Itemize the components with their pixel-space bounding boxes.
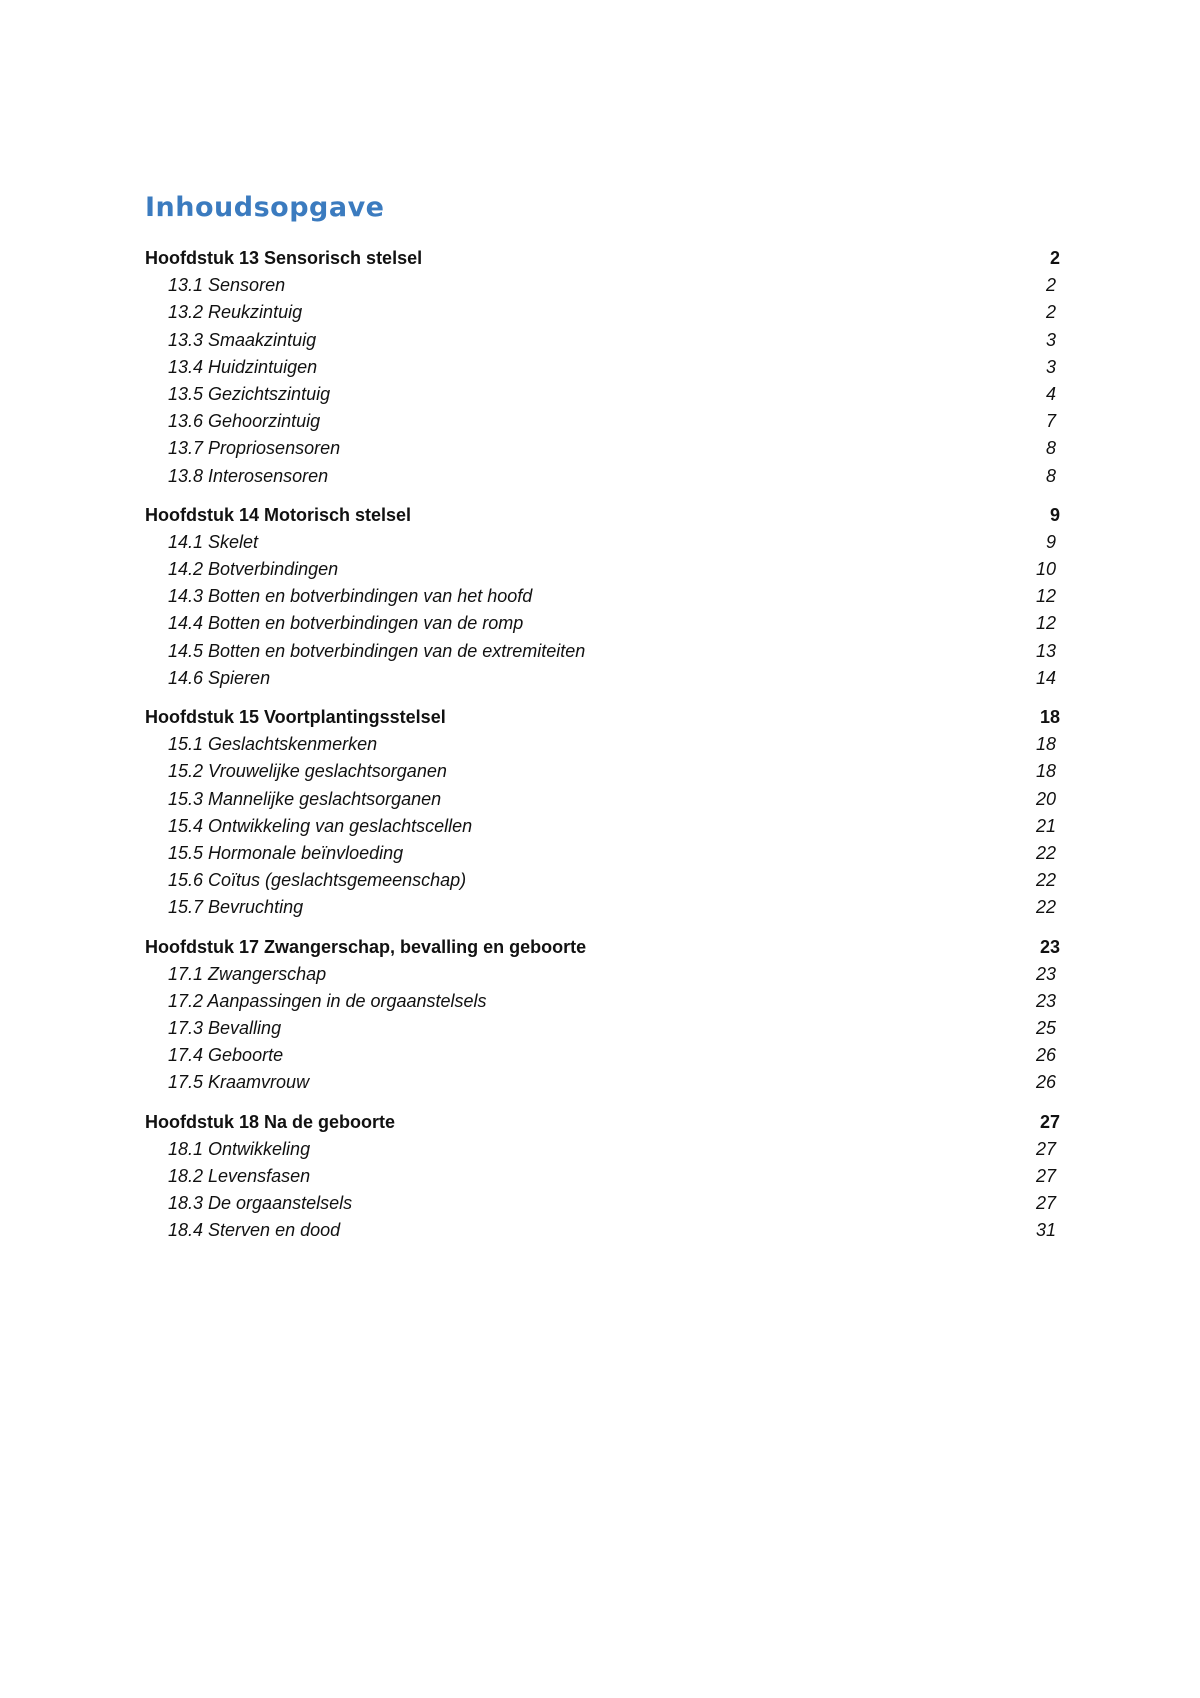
toc-section-entry[interactable] xyxy=(145,1163,1060,1190)
toc-section-label: 18.4 Sterven en dood xyxy=(168,1220,341,1241)
toc-section-label: 15.7 Bevruchting xyxy=(168,897,304,918)
toc-chapter xyxy=(145,934,1060,1097)
toc-section-label: 18.2 Levensfasen xyxy=(168,1166,311,1186)
toc-section-label: 18.3 De orgaanstelsels xyxy=(168,1193,353,1214)
toc-section-entry[interactable] xyxy=(145,1190,1060,1217)
toc-section-entry[interactable] xyxy=(145,665,1060,692)
table-of-contents xyxy=(145,245,1060,1257)
toc-section-page-number: 26 xyxy=(1035,1045,1056,1066)
toc-section-entry[interactable] xyxy=(145,840,1060,867)
toc-section-entry[interactable] xyxy=(145,583,1060,610)
toc-section-label: 15.2 Vrouwelijke geslachtsorganen xyxy=(168,761,447,782)
toc-section-entry[interactable] xyxy=(145,1136,1060,1163)
toc-section-page-number: 23 xyxy=(1035,963,1056,984)
toc-section-label: 18.1 Ontwikkeling xyxy=(168,1138,311,1159)
toc-section-label: 14.6 Spieren xyxy=(168,667,271,688)
toc-section-entry[interactable] xyxy=(145,354,1060,381)
toc-section-label: 14.2 Botverbindingen xyxy=(168,559,339,580)
toc-section-entry[interactable] xyxy=(145,638,1060,665)
toc-chapter-label: Hoofdstuk 13 Sensorisch stelsel xyxy=(145,248,423,268)
toc-section-label: 15.5 Hormonale beïnvloeding xyxy=(168,842,404,863)
toc-section-page-number: 22 xyxy=(1035,842,1056,863)
toc-section-entry[interactable] xyxy=(145,867,1060,894)
toc-section-entry[interactable] xyxy=(145,408,1060,435)
toc-section-label: 17.2 Aanpassingen in de orgaanstelsels xyxy=(168,990,487,1011)
toc-section-page-number: 10 xyxy=(1035,559,1056,580)
toc-section-page-number: 12 xyxy=(1035,586,1056,607)
toc-section-page-number: 18 xyxy=(1035,734,1056,755)
toc-section-label: 17.4 Geboorte xyxy=(168,1045,284,1066)
toc-section-page-number: 31 xyxy=(1035,1220,1056,1241)
toc-section-entry[interactable] xyxy=(145,272,1060,299)
toc-section-entry[interactable] xyxy=(145,961,1060,988)
toc-title: Inhoudsopgave xyxy=(145,192,385,223)
toc-section-page-number: 21 xyxy=(1035,815,1056,836)
toc-section-entry[interactable] xyxy=(145,463,1060,490)
toc-chapter xyxy=(145,704,1060,922)
toc-section-page-number: 3 xyxy=(1045,329,1056,350)
toc-section-label: 14.4 Botten en botverbindingen van de romp xyxy=(168,613,524,634)
toc-section-label: 13.5 Gezichtszintuig xyxy=(168,383,331,404)
toc-section-label: 15.1 Geslachtskenmerken xyxy=(168,734,378,755)
toc-section-page-number: 13 xyxy=(1035,640,1056,661)
toc-section-entry[interactable] xyxy=(145,1042,1060,1069)
toc-section-page-number: 23 xyxy=(1035,990,1056,1011)
toc-section-page-number: 8 xyxy=(1045,438,1056,459)
toc-section-entry[interactable] xyxy=(145,327,1060,354)
toc-section-entry[interactable] xyxy=(145,1217,1060,1244)
toc-section-label: 14.5 Botten en botverbindingen van de extremiteiten xyxy=(168,640,586,661)
toc-section-entry[interactable] xyxy=(145,556,1060,583)
toc-section-entry[interactable] xyxy=(145,786,1060,813)
toc-chapter-label: Hoofdstuk 17 Zwangerschap, bevalling en geboorte xyxy=(145,936,587,957)
toc-section-page-number: 14 xyxy=(1035,667,1056,688)
toc-section-label: 13.2 Reukzintuig xyxy=(168,302,303,323)
toc-section-entry[interactable] xyxy=(145,731,1060,758)
toc-section-page-number: 20 xyxy=(1035,788,1056,809)
toc-section-page-number: 8 xyxy=(1045,465,1056,486)
toc-section-label: 15.6 Coïtus (geslachtsgemeenschap) xyxy=(168,870,467,891)
toc-section-entry[interactable] xyxy=(145,610,1060,637)
toc-section-page-number: 27 xyxy=(1035,1138,1056,1159)
toc-chapter-page-number: 2 xyxy=(1049,248,1060,268)
toc-section-entry[interactable] xyxy=(145,988,1060,1015)
toc-section-entry[interactable] xyxy=(145,435,1060,462)
toc-section-label: 13.4 Huidzintuigen xyxy=(168,356,318,377)
toc-section-page-number: 2 xyxy=(1045,302,1056,323)
toc-section-entry[interactable] xyxy=(145,1015,1060,1042)
toc-section-label: 13.7 Propriosensoren xyxy=(168,438,341,459)
toc-chapter-label: Hoofdstuk 15 Voortplantingsstelsel xyxy=(145,707,446,727)
toc-chapter-entry[interactable] xyxy=(145,502,1060,529)
toc-section-page-number: 2 xyxy=(1045,275,1056,296)
toc-chapter-page-number: 18 xyxy=(1039,707,1060,727)
toc-section-label: 15.3 Mannelijke geslachtsorganen xyxy=(168,788,442,809)
toc-section-entry[interactable] xyxy=(145,758,1060,785)
toc-chapter-entry[interactable] xyxy=(145,934,1060,961)
toc-section-label: 17.1 Zwangerschap xyxy=(168,963,327,984)
toc-chapter-label: Hoofdstuk 18 Na de geboorte xyxy=(145,1111,396,1132)
toc-section-entry[interactable] xyxy=(145,381,1060,408)
toc-chapter-page-number: 23 xyxy=(1039,936,1060,957)
toc-section-entry[interactable] xyxy=(145,894,1060,921)
toc-chapter-label: Hoofdstuk 14 Motorisch stelsel xyxy=(145,504,412,525)
toc-section-page-number: 27 xyxy=(1035,1193,1056,1214)
toc-section-label: 17.3 Bevalling xyxy=(168,1018,282,1039)
toc-chapter-entry[interactable] xyxy=(145,1109,1060,1136)
toc-chapter xyxy=(145,1109,1060,1245)
toc-section-label: 15.4 Ontwikkeling van geslachtscellen xyxy=(168,815,473,836)
toc-section-page-number: 25 xyxy=(1035,1018,1056,1039)
toc-section-page-number: 22 xyxy=(1035,897,1056,918)
toc-chapter-page-number: 9 xyxy=(1049,504,1060,525)
toc-section-page-number: 12 xyxy=(1035,613,1056,634)
toc-section-label: 13.1 Sensoren xyxy=(168,275,286,296)
toc-section-page-number: 18 xyxy=(1035,761,1056,782)
toc-section-page-number: 7 xyxy=(1045,411,1056,432)
toc-chapter-entry[interactable] xyxy=(145,704,1060,731)
toc-section-entry[interactable] xyxy=(145,1069,1060,1096)
toc-section-page-number: 9 xyxy=(1045,531,1056,552)
toc-section-label: 17.5 Kraamvrouw xyxy=(168,1072,310,1093)
toc-chapter xyxy=(145,502,1060,692)
toc-chapter-entry[interactable] xyxy=(145,245,1060,272)
toc-section-page-number: 27 xyxy=(1035,1166,1056,1186)
toc-chapter xyxy=(145,245,1060,490)
toc-section-label: 13.6 Gehoorzintuig xyxy=(168,411,321,432)
toc-section-label: 13.3 Smaakzintuig xyxy=(168,329,317,350)
toc-section-page-number: 4 xyxy=(1045,383,1056,404)
toc-section-page-number: 26 xyxy=(1035,1072,1056,1093)
toc-section-entry[interactable] xyxy=(145,529,1060,556)
toc-section-label: 13.8 Interosensoren xyxy=(168,465,329,486)
toc-section-page-number: 22 xyxy=(1035,870,1056,891)
toc-section-entry[interactable] xyxy=(145,299,1060,326)
toc-section-label: 14.3 Botten en botverbindingen van het hoofd xyxy=(168,586,533,607)
toc-section-page-number: 3 xyxy=(1045,356,1056,377)
toc-section-label: 14.1 Skelet xyxy=(168,531,259,552)
toc-chapter-page-number: 27 xyxy=(1039,1111,1060,1132)
toc-section-entry[interactable] xyxy=(145,813,1060,840)
